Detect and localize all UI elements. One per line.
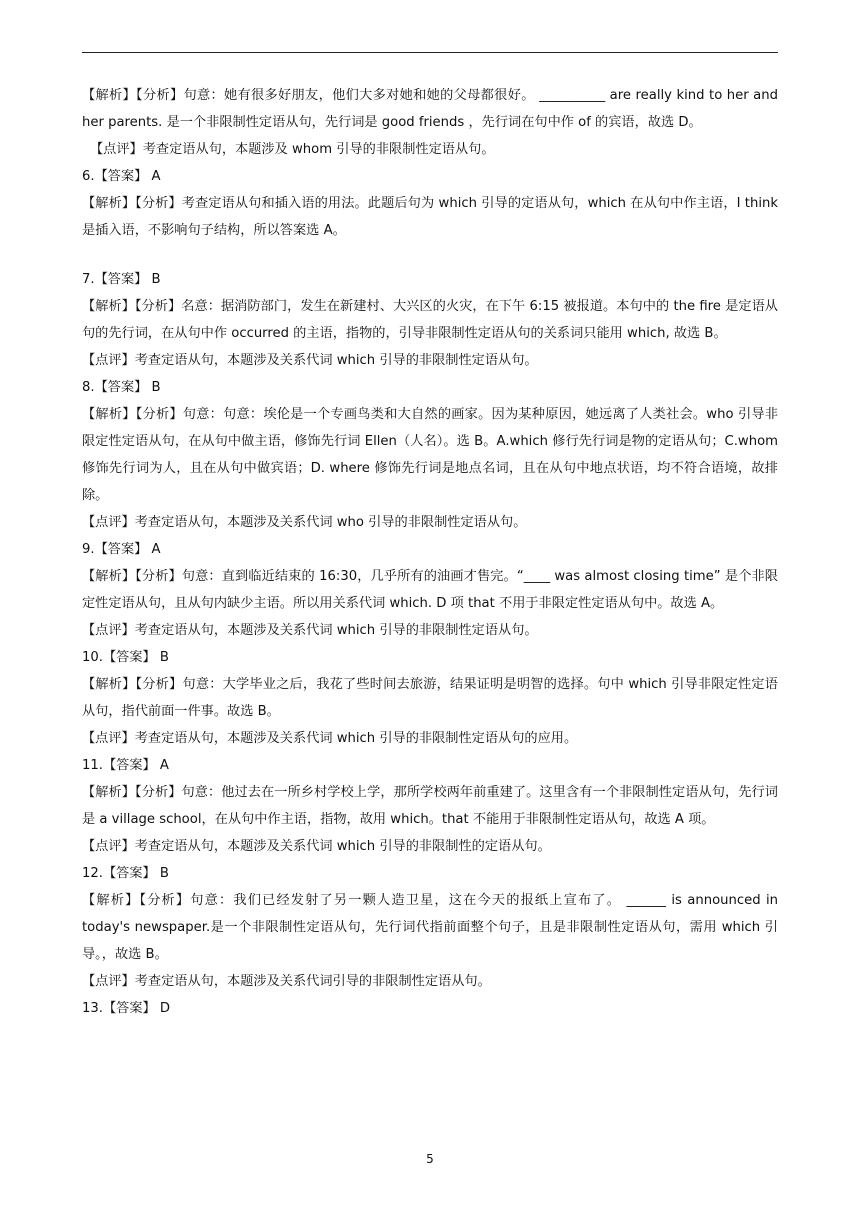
answer-13: 13.【答案】 D — [82, 1001, 171, 1016]
analysis-7: 【解析】【分析】名意：据消防部门，发生在新建村、大兴区的火灾，在下午 6:15 被报道。本句中的 the fire 是定语从句的先行词，在从句中作 occurred 的主语，指物的，引导非限制性定语从句的关系词只能用 which, 故选 B。 — [82, 299, 778, 341]
analysis-6: 【解析】【分析】考查定语从句和插入语的用法。此题后句为 which 引导的定语从句，which 在从句中作主语，I think 是插入语，不影响句子结构，所以答案选 A。 — [82, 196, 778, 238]
comment-9: 【点评】考查定语从句，本题涉及关系代词 which 引导的非限制性定语从句。 — [82, 623, 538, 638]
analysis-10: 【解析】【分析】句意：大学毕业之后，我花了些时间去旅游，结果证明是明智的选择。句中 which 引导非限定性定语从句，指代前面一件事。故选 B。 — [82, 677, 778, 719]
analysis-8: 【解析】【分析】句意：句意：埃伦是一个专画鸟类和大自然的画家。因为某种原因，她远离了人类社会。who 引导非限定性定语从句，在从句中做主语，修饰先行词 Ellen（人名）。选 B。A.which 修行先行词是物的定语从句；C.whom 修饰先行词为人，且在从句中做宾语；D. where 修饰先行词是地点名词，且在从句中地点状语，均不符合语境，故排除。 — [82, 407, 778, 503]
page-number: 5 — [426, 1152, 434, 1166]
comment-10: 【点评】考查定语从句，本题涉及关系代词 which 引导的非限制性定语从句的应用。 — [82, 731, 578, 746]
page-body — [82, 82, 778, 1022]
answer-12: 12.【答案】 B — [82, 866, 169, 881]
answer-6: 6.【答案】 A — [82, 169, 161, 184]
header-rule — [82, 52, 778, 53]
comment-8: 【点评】考查定语从句，本题涉及关系代词 who 引导的非限制性定语从句。 — [82, 515, 527, 530]
analysis-11: 【解析】【分析】句意：他过去在一所乡村学校上学，那所学校两年前重建了。这里含有一个非限制性定语从句，先行词是 a village school，在从句中作主语，指物，故用 which。that 不能用于非限制性定语从句，故选 A 项。 — [82, 785, 778, 827]
analysis-9: 【解析】【分析】句意：直到临近结束的 16:30，几乎所有的油画才售完。“____ was almost closing time” 是个非限定性定语从句，且从句内缺少主语。所以用关系代词 which. D 项 that 不用于非限定性定语从句中。故选 A。 — [82, 569, 778, 611]
analysis-5: 【解析】【分析】句意：她有很多好朋友，他们大多对她和她的父母都很好。 __________ are really kind to her and her parents. 是一个非限制性定语从句，先行词是 good friends ，先行词在句中作 of 的宾语，故选 D。 — [82, 88, 778, 130]
comment-5: 【点评】考查定语从句，本题涉及 whom 引导的非限制性定语从句。 — [90, 142, 495, 157]
paragraph-gap — [82, 244, 778, 266]
comment-12: 【点评】考查定语从句，本题涉及关系代词引导的非限制性定语从句。 — [82, 974, 491, 989]
comment-11: 【点评】考查定语从句，本题涉及关系代词 which 引导的非限制性的定语从句。 — [82, 839, 551, 854]
analysis-12: 【解析】【分析】句意：我们已经发射了另一颗人造卫星，这在今天的报纸上宣布了。 ______ is announced in today's newspaper.是一个非限制性定语从句，先行词代指前面整个句子，且是非限制性定语从句，需用 which 引导。，故选 B。 — [82, 893, 778, 962]
answer-10: 10.【答案】 B — [82, 650, 169, 665]
answer-11: 11.【答案】 A — [82, 758, 169, 773]
answer-8: 8.【答案】 B — [82, 380, 161, 395]
answer-9: 9.【答案】 A — [82, 542, 161, 557]
comment-7: 【点评】考查定语从句，本题涉及关系代词 which 引导的非限制性定语从句。 — [82, 353, 538, 368]
answer-7: 7.【答案】 B — [82, 272, 161, 287]
